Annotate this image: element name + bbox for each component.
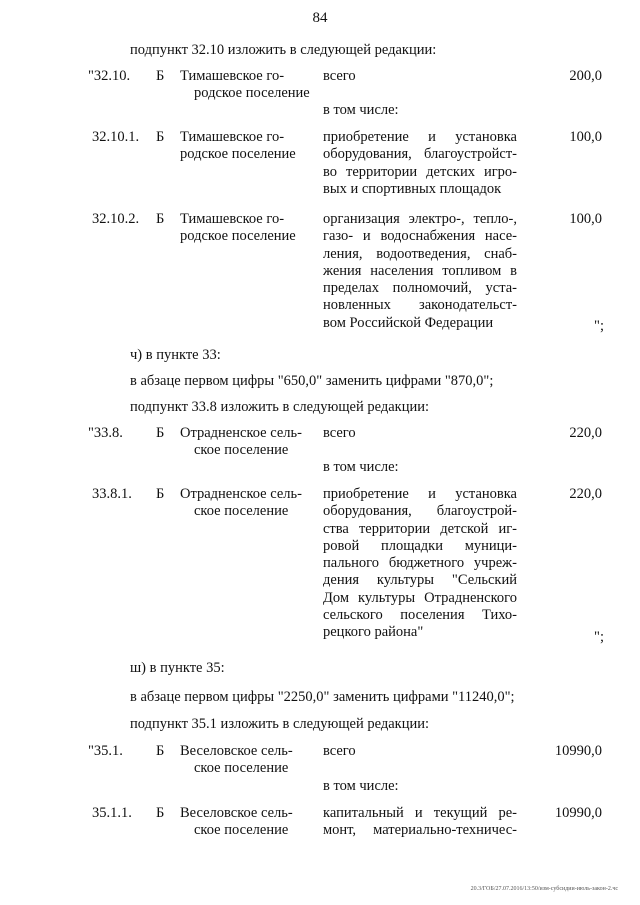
row-recipient: Веселовское сель- ское поселение <box>180 743 293 777</box>
row-purpose: всего <box>323 425 356 441</box>
row-purpose: организация электро-, тепло-, газо- и водоснабжения насе- ления, водоотведения, снаб- жения населения топливом в пределах полномочий, уста- новленных законодательст- вом Российской Федерации <box>323 211 517 331</box>
paragraph-33-replace: в абзаце первом цифры "650,0" заменить цифрами "870,0"; <box>130 373 494 389</box>
row-including: в том числе: <box>323 778 399 794</box>
row-category: Б <box>156 486 165 502</box>
footer-file-stamp: 20.3/ГОБ/27.07.2016/13:50/изм-субсидии-июль-закон-2.чс <box>470 886 618 892</box>
row-purpose: всего <box>323 743 356 759</box>
row-recipient: Веселовское сель- ское поселение <box>180 805 293 839</box>
paragraph-35-1-intro: подпункт 35.1 изложить в следующей редакции: <box>130 716 430 732</box>
row-purpose: капитальный и текущий ре- монт, материально-техничес- <box>323 805 517 839</box>
paragraph-33-8-intro: подпункт 33.8 изложить в следующей редакции: <box>130 399 430 415</box>
row-category: Б <box>156 743 165 759</box>
row-number: 35.1.1. <box>92 805 132 821</box>
row-amount: 10990,0 <box>554 805 602 821</box>
row-recipient: Отрадненское сель- ское поселение <box>180 486 302 520</box>
row-number: "35.1. <box>88 743 123 759</box>
row-recipient: Тимашевское го- родское поселение <box>180 68 310 102</box>
paragraph-item-33: ч) в пункте 33: <box>130 347 221 363</box>
row-amount: 100,0 <box>569 129 602 145</box>
closing-quote: "; <box>594 629 604 645</box>
row-category: Б <box>156 211 165 227</box>
row-number: "32.10. <box>88 68 131 84</box>
row-purpose: всего <box>323 68 356 84</box>
row-purpose: приобретение и установка оборудования, благоустройст- во территории детских игро- вых и спортивных площадок <box>323 129 517 197</box>
row-amount: 10990,0 <box>554 743 602 759</box>
row-number: 33.8.1. <box>92 486 132 502</box>
paragraph-item-35: ш) в пункте 35: <box>130 660 225 676</box>
row-recipient: Тимашевское го- родское поселение <box>180 129 296 163</box>
row-category: Б <box>156 805 165 821</box>
row-number: 32.10.1. <box>92 129 140 145</box>
row-purpose: приобретение и установка оборудования, благоустрой- ства территории детской иг- ровой площадки муници- пального бюджетного учреж- дения культуры "Сельский Дом культуры Отрадненского сельского поселения Тихо- рецкого района" <box>323 486 517 641</box>
row-amount: 220,0 <box>569 486 602 502</box>
row-amount: 200,0 <box>569 68 602 84</box>
closing-quote: "; <box>594 318 604 334</box>
row-amount: 220,0 <box>569 425 602 441</box>
row-number: 32.10.2. <box>92 211 140 227</box>
row-including: в том числе: <box>323 459 399 475</box>
row-category: Б <box>156 425 165 441</box>
row-amount: 100,0 <box>569 211 602 227</box>
row-number: "33.8. <box>88 425 123 441</box>
row-category: Б <box>156 129 165 145</box>
row-including: в том числе: <box>323 102 399 118</box>
row-recipient: Тимашевское го- родское поселение <box>180 211 296 245</box>
row-recipient: Отрадненское сель- ское поселение <box>180 425 302 459</box>
page-number: 84 <box>312 10 328 26</box>
row-category: Б <box>156 68 165 84</box>
paragraph-35-replace: в абзаце первом цифры "2250,0" заменить цифрами "11240,0"; <box>130 689 515 705</box>
paragraph-32-10-intro: подпункт 32.10 изложить в следующей редакции: <box>130 42 437 58</box>
